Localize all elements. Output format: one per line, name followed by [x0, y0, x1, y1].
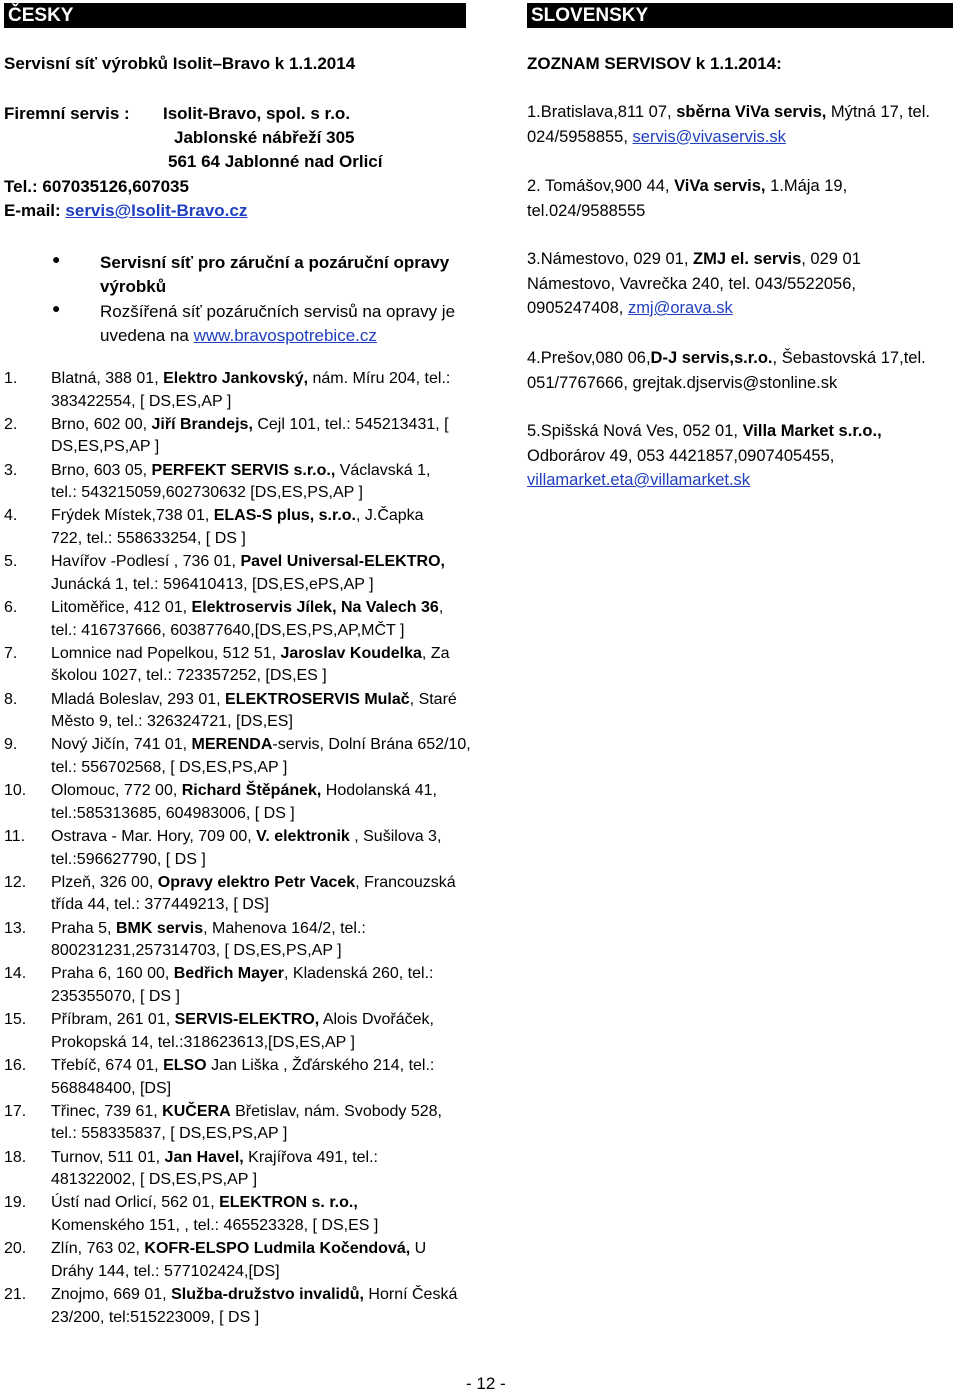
item-number: 12. — [4, 873, 27, 891]
item-text — [51, 460, 491, 505]
bullet-text — [100, 251, 480, 299]
item-text — [51, 963, 491, 1008]
item-location: Nový Jičín, 741 01, — [51, 736, 192, 754]
item-company: PERFEKT SERVIS s.r.o., — [151, 461, 336, 479]
entry-text: 5.Spišská Nová Ves, 052 01, — [527, 422, 743, 440]
item-number: 11. — [4, 828, 26, 845]
item-company: SERVIS-ELEKTRO, — [174, 1011, 320, 1029]
item-text — [51, 734, 491, 779]
entry-text: 051/7767666, grejtak.djservis@stonline.sk — [527, 373, 838, 392]
bullet-text — [100, 300, 480, 348]
item-number: 14. — [4, 965, 27, 983]
item-location: Třinec, 739 61, — [51, 1102, 163, 1120]
item-company: V. elektronik — [256, 828, 350, 845]
bullet-icon: ● — [52, 251, 61, 267]
entry-name: sběrna ViVa servis, — [676, 103, 827, 121]
item-location: Znojmo, 669 01, — [51, 1286, 172, 1303]
item-company: Jan Havel, — [164, 1148, 244, 1166]
entry-name: Villa Market s.r.o., — [742, 422, 882, 440]
item-location: Lomnice nad Popelkou, 512 51, — [51, 644, 281, 662]
section-header-czech: ČESKY — [4, 3, 466, 28]
company-city: 561 64 Jablonné nad Orlicí — [168, 152, 383, 171]
item-contact: 23/200, tel:515223009, [ DS ] — [51, 1308, 260, 1326]
entry-text: 1.Bratislava,811 07, — [527, 103, 677, 121]
item-contact: 722, tel.: 558633254, [ DS ] — [51, 529, 246, 547]
sk-entry-3 — [527, 247, 955, 321]
item-contact: tel.:585313685, 604983006, [ DS ] — [51, 804, 295, 822]
entry-text: Námestovo, Vavrečka 240, tel. 043/5522056, — [527, 274, 856, 293]
item-number: 4. — [4, 507, 18, 525]
item-location: Turnov, 511 01, — [51, 1148, 165, 1166]
item-contact: školou 1027, tel.: 723357252, [DS,ES ] — [51, 667, 327, 685]
item-address: Jan Liška , Žďárského 214, tel.: — [206, 1057, 435, 1074]
item-contact: tel.: 558335837, [ DS,ES,PS,AP ] — [51, 1125, 288, 1143]
entry-text: 4.Prešov,080 06, — [527, 349, 651, 367]
item-location: Frýdek Místek,738 01, — [51, 507, 214, 525]
item-company: Jiří Brandejs, — [151, 415, 253, 433]
item-text — [51, 826, 491, 871]
email-label: E-mail: — [4, 201, 66, 220]
item-text — [51, 1192, 491, 1237]
entry-text: , Šebastovská 17,tel. — [772, 349, 926, 367]
item-location: Havířov -Podlesí , 736 01, — [51, 553, 241, 571]
item-location: Brno, 603 05, — [51, 461, 152, 479]
item-text — [51, 551, 491, 596]
website-link[interactable]: www.bravospotrebice.cz — [193, 326, 377, 345]
item-location: Třebíč, 674 01, — [51, 1057, 164, 1074]
item-number: 3. — [4, 461, 18, 479]
right-column — [527, 0, 955, 489]
company-label: Firemní servis : — [4, 104, 130, 123]
company-email-row — [4, 201, 247, 221]
item-address: , Francouzská — [355, 873, 456, 891]
item-address: Hodolanská 41, — [321, 782, 437, 800]
item-text — [51, 1147, 491, 1192]
item-number: 2. — [4, 415, 18, 433]
bullet-item — [4, 300, 486, 350]
item-address: , Sušilova 3, — [349, 828, 442, 845]
entry-text: 024/5958855, — [527, 127, 633, 146]
item-text — [51, 414, 491, 459]
sk-entry-2 — [527, 174, 955, 223]
item-text — [51, 597, 491, 642]
item-address: Břetislav, nám. Svobody 528, — [230, 1102, 442, 1120]
item-company: MERENDA — [191, 736, 273, 754]
left-column — [4, 0, 486, 1326]
item-company: Opravy elektro Petr Vacek — [157, 873, 356, 891]
item-text — [51, 689, 491, 734]
item-company: Elektroservis Jílek, Na Valech 36 — [191, 599, 439, 616]
entry-text: 0905247408, — [527, 299, 628, 317]
bullet-line: výrobků — [100, 277, 167, 296]
item-text — [51, 368, 491, 413]
sk-entry-5 — [527, 419, 955, 493]
item-contact: Město 9, tel.: 326324721, [DS,ES] — [51, 713, 293, 731]
item-address: , Staré — [409, 690, 457, 708]
item-address: nám. Míru 204, tel.: — [308, 370, 451, 387]
item-company: Bedřich Mayer — [173, 965, 285, 983]
entry-text: Odborárov 49, 053 4421857,0907405455, — [527, 446, 835, 465]
item-location: Plzeň, 326 00, — [51, 873, 158, 891]
item-text — [51, 1101, 491, 1146]
bullet-prefix: uvedena na — [100, 326, 194, 345]
item-text — [51, 643, 491, 688]
item-number: 13. — [4, 919, 27, 937]
item-number: 15. — [4, 1011, 27, 1029]
email-link[interactable]: servis@vivaservis.sk — [632, 127, 786, 146]
company-name: Isolit-Bravo, spol. s r.o. — [163, 104, 351, 123]
item-address: , — [438, 599, 444, 616]
item-text — [51, 505, 491, 550]
entry-name: ViVa servis, — [674, 177, 766, 195]
entry-text: 2. Tomášov,900 44, — [527, 177, 675, 195]
item-company: Elektro Jankovský, — [163, 370, 309, 387]
bullet-line: Servisní síť pro záruční a pozáruční opravy — [100, 253, 450, 272]
sk-entry-1 — [527, 100, 955, 149]
company-phone: Tel.: 607035126,607035 — [4, 177, 189, 196]
item-address: Alois Dvořáček, — [319, 1011, 434, 1029]
item-contact: Junácká 1, tel.: 596410413, [DS,ES,ePS,AP ] — [51, 575, 374, 593]
item-company: ELEKTROSERVIS Mulač — [225, 690, 410, 708]
item-company: ELSO — [163, 1057, 207, 1074]
page-title: Servisní síť výrobků Isolit–Bravo k 1.1.2014 — [4, 54, 356, 73]
item-text — [51, 780, 491, 825]
item-contact: tel.: 416737666, 603877640,[DS,ES,PS,AP,MČT ] — [51, 621, 405, 639]
item-location: Blatná, 388 01, — [51, 370, 164, 387]
entry-name: ZMJ el. servis — [693, 250, 802, 268]
item-number: 6. — [4, 599, 18, 616]
company-street: Jablonské nábřeží 305 — [174, 128, 355, 147]
item-number: 9. — [4, 736, 18, 754]
item-location: Příbram, 261 01, — [51, 1011, 175, 1029]
item-contact: třída 44, tel.: 377449213, [ DS] — [51, 896, 269, 914]
item-number: 7. — [4, 644, 18, 662]
item-contact: Dráhy 144, tel.: 577102424,[DS] — [51, 1262, 280, 1280]
item-number: 21. — [4, 1286, 27, 1303]
bullet-line: Rozšířená síť pozáručních servisů na opravy je — [100, 302, 456, 321]
item-location: Litoměřice, 412 01, — [51, 599, 192, 616]
item-location: Praha 5, — [51, 919, 116, 937]
item-contact: DS,ES,PS,AP ] — [51, 438, 160, 456]
item-location: Praha 6, 160 00, — [51, 965, 174, 983]
item-number: 19. — [4, 1194, 27, 1212]
item-location: Ústí nad Orlicí, 562 01, — [51, 1194, 220, 1212]
item-address: , Kladenská 260, tel.: — [284, 965, 434, 983]
item-text — [51, 918, 491, 963]
section-header-slovak: SLOVENSKY — [527, 3, 953, 28]
item-company: ELEKTRON s. r.o., — [219, 1194, 358, 1212]
entry-text: Mýtná 17, tel. — [826, 103, 930, 121]
item-contact: 481322002, [ DS,ES,PS,AP ] — [51, 1171, 258, 1189]
email-link[interactable]: villamarket.eta@villamarket.sk — [527, 471, 751, 489]
item-contact: tel.: 543215059,602730632 [DS,ES,PS,AP ] — [51, 484, 363, 502]
item-address: Václavská 1, — [335, 461, 431, 479]
item-text — [51, 1238, 491, 1283]
entry-text: , 029 01 — [801, 250, 861, 268]
item-address: Horní Česká — [363, 1286, 458, 1303]
item-number: 10. — [4, 782, 27, 800]
sk-entry-4 — [527, 346, 955, 395]
email-link[interactable]: servis@Isolit-Bravo.cz — [65, 201, 248, 220]
item-number: 17. — [4, 1102, 27, 1120]
item-number: 20. — [4, 1240, 27, 1258]
item-company: KOFR-ELSPO Ludmila Kočendová, — [144, 1240, 411, 1258]
email-link[interactable]: zmj@orava.sk — [627, 299, 733, 317]
item-address: -servis, Dolní Brána 652/10, — [272, 736, 471, 754]
item-number: 16. — [4, 1057, 27, 1074]
item-number: 18. — [4, 1148, 27, 1166]
item-address: , Za — [421, 644, 450, 662]
item-company: Služba-družstvo invalidů, — [171, 1286, 364, 1303]
bullet-line — [100, 324, 480, 348]
item-number: 5. — [4, 553, 18, 571]
item-address: , J.Čapka — [355, 507, 424, 525]
entry-text: tel.024/9588555 — [527, 201, 646, 220]
item-text — [51, 872, 491, 917]
item-location: Mladá Boleslav, 293 01, — [51, 690, 226, 708]
item-contact: 800231231,257314703, [ DS,ES,PS,AP ] — [51, 942, 342, 960]
entry-name: D-J servis,s.r.o. — [650, 349, 773, 367]
item-contact: 568848400, [DS] — [51, 1079, 172, 1097]
item-location: Ostrava - Mar. Hory, 709 00, — [51, 828, 257, 845]
entry-text: 3.Námestovo, 029 01, — [527, 250, 694, 268]
item-contact: tel.: 556702568, [ DS,ES,PS,AP ] — [51, 758, 288, 776]
item-company: Jaroslav Koudelka — [280, 644, 422, 662]
item-contact: 235355070, [ DS ] — [51, 987, 180, 1005]
item-company: Pavel Universal-ELEKTRO, — [240, 553, 445, 571]
page-number: - 12 - — [466, 1374, 506, 1393]
item-location: Zlín, 763 02, — [51, 1240, 145, 1258]
item-number: 8. — [4, 690, 18, 708]
item-location: Brno, 602 00, — [51, 415, 152, 433]
item-company: KUČERA — [162, 1102, 231, 1120]
item-text — [51, 1009, 491, 1054]
item-address: U — [410, 1240, 427, 1258]
item-address: Krajířova 491, tel.: — [243, 1148, 378, 1166]
slovak-title: ZOZNAM SERVISOV k 1.1.2014: — [527, 54, 782, 73]
item-company: BMK servis — [115, 919, 204, 937]
item-address: , Mahenova 164/2, tel.: — [203, 919, 366, 937]
item-company: Richard Štěpánek, — [181, 782, 322, 800]
entry-text: 1.Mája 19, — [765, 177, 848, 195]
bullet-item — [4, 251, 486, 301]
item-contact: Komenského 151, , tel.: 465523328, [ DS,ES ] — [51, 1216, 379, 1234]
item-location: Olomouc, 772 00, — [51, 782, 182, 800]
item-number: 1. — [4, 370, 18, 387]
item-text — [51, 1284, 491, 1329]
item-text — [51, 1055, 491, 1100]
item-contact: Prokopská 14, tel.:318623613,[DS,ES,AP ] — [51, 1033, 355, 1051]
item-contact: 383422554, [ DS,ES,AP ] — [51, 392, 232, 410]
bullet-icon: ● — [52, 300, 61, 316]
item-address: Cejl 101, tel.: 545213431, [ — [252, 415, 449, 433]
item-company: ELAS-S plus, s.r.o. — [213, 507, 356, 525]
item-contact: tel.:596627790, [ DS ] — [51, 850, 206, 868]
